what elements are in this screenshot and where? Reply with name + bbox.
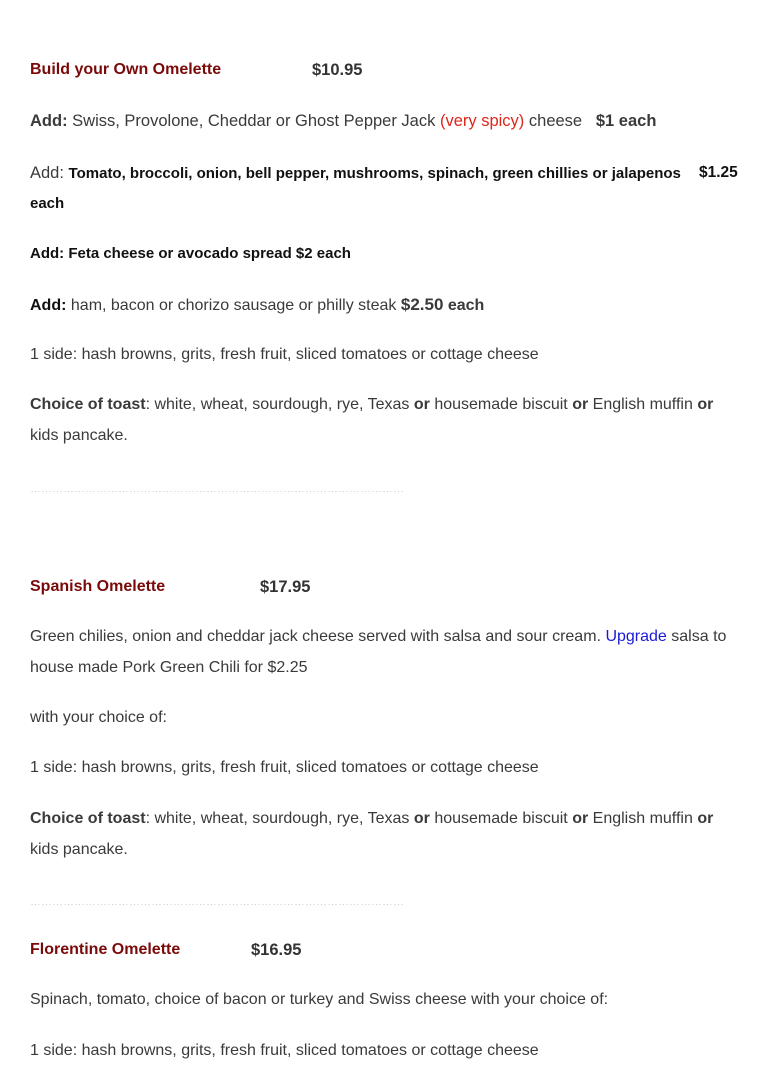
- item-title: Build your Own Omelette: [30, 61, 222, 78]
- toast-label: Choice of toast: [30, 810, 146, 827]
- add-meat-line: [30, 295, 484, 315]
- side-line: 1 side: hash browns, grits, fresh fruit, sliced tomatoes or cottage cheese: [30, 1042, 539, 1059]
- toast-option: English muffin: [592, 396, 693, 413]
- side-line: 1 side: hash browns, grits, fresh fruit, sliced tomatoes or cottage cheese: [30, 759, 539, 776]
- spanish-omelette-heading: [30, 578, 311, 596]
- side-line: 1 side: hash browns, grits, fresh fruit, sliced tomatoes or cottage cheese: [30, 346, 539, 363]
- description-text: Green chilies, onion and cheddar jack cheese served with salsa and sour cream.: [30, 628, 601, 645]
- or-word: or: [572, 810, 589, 827]
- toast-option: housemade biscuit: [434, 396, 568, 413]
- item-title: Spanish Omelette: [30, 578, 166, 595]
- with-choice-line: with your choice of:: [30, 709, 167, 726]
- toast-option: kids pancake.: [30, 840, 128, 858]
- build-your-own-omelette-heading: [30, 61, 363, 79]
- add-label: Add:: [30, 297, 67, 314]
- florentine-omelette-heading: [30, 941, 302, 959]
- spicy-note: (very spicy): [439, 112, 525, 130]
- or-word: or: [413, 810, 430, 827]
- add-veg-line: [30, 164, 681, 183]
- veg-price-cont: each: [30, 195, 65, 212]
- toast-line: [30, 390, 744, 451]
- add-label: Add:: [30, 164, 64, 182]
- cheese-price: $1 each: [595, 112, 657, 130]
- or-word: or: [572, 396, 589, 413]
- spanish-description: [30, 622, 744, 683]
- toast-option: English muffin: [592, 810, 693, 827]
- item-price: $17.95: [260, 578, 311, 596]
- florentine-description: Spinach, tomato, choice of bacon or turkey and Swiss cheese with your choice of:: [30, 991, 609, 1008]
- or-word: or: [697, 396, 714, 413]
- item-title: Florentine Omelette: [30, 941, 181, 958]
- meat-each: each: [447, 297, 485, 314]
- meat-price: $2.50: [400, 295, 444, 314]
- cheese-options: Swiss, Provolone, Cheddar or Ghost Pepper Jack: [72, 112, 436, 130]
- toast-label: Choice of toast: [30, 396, 146, 413]
- description-text: salsa to house made Pork Green Chili for $2.25: [30, 628, 727, 676]
- or-word: or: [697, 810, 714, 827]
- toast-option: kids pancake.: [30, 426, 128, 444]
- meat-options: ham, bacon or chorizo sausage or philly steak: [70, 297, 397, 314]
- cheese-word: cheese: [528, 112, 583, 130]
- upgrade-link[interactable]: Upgrade: [605, 628, 667, 645]
- add-feta-line: Add: Feta cheese or avocado spread $2 each: [30, 245, 351, 262]
- veg-price: $1.25: [699, 164, 738, 181]
- toast-options: : white, wheat, sourdough, rye, Texas: [145, 396, 410, 413]
- toast-line: [30, 804, 744, 865]
- dotted-divider: …………………………………………………………………………………………: [30, 484, 404, 492]
- toast-options: : white, wheat, sourdough, rye, Texas: [145, 810, 410, 827]
- dotted-divider: …………………………………………………………………………………………: [30, 897, 404, 905]
- veg-options: Tomato, broccoli, onion, bell pepper, mushrooms, spinach, green chillies or jalapenos: [68, 165, 681, 182]
- add-cheese-line: [30, 112, 656, 131]
- or-word: or: [413, 396, 430, 413]
- toast-option: housemade biscuit: [434, 810, 568, 827]
- item-price: $16.95: [251, 941, 302, 959]
- add-label: Add:: [30, 112, 68, 130]
- item-price: $10.95: [312, 61, 363, 79]
